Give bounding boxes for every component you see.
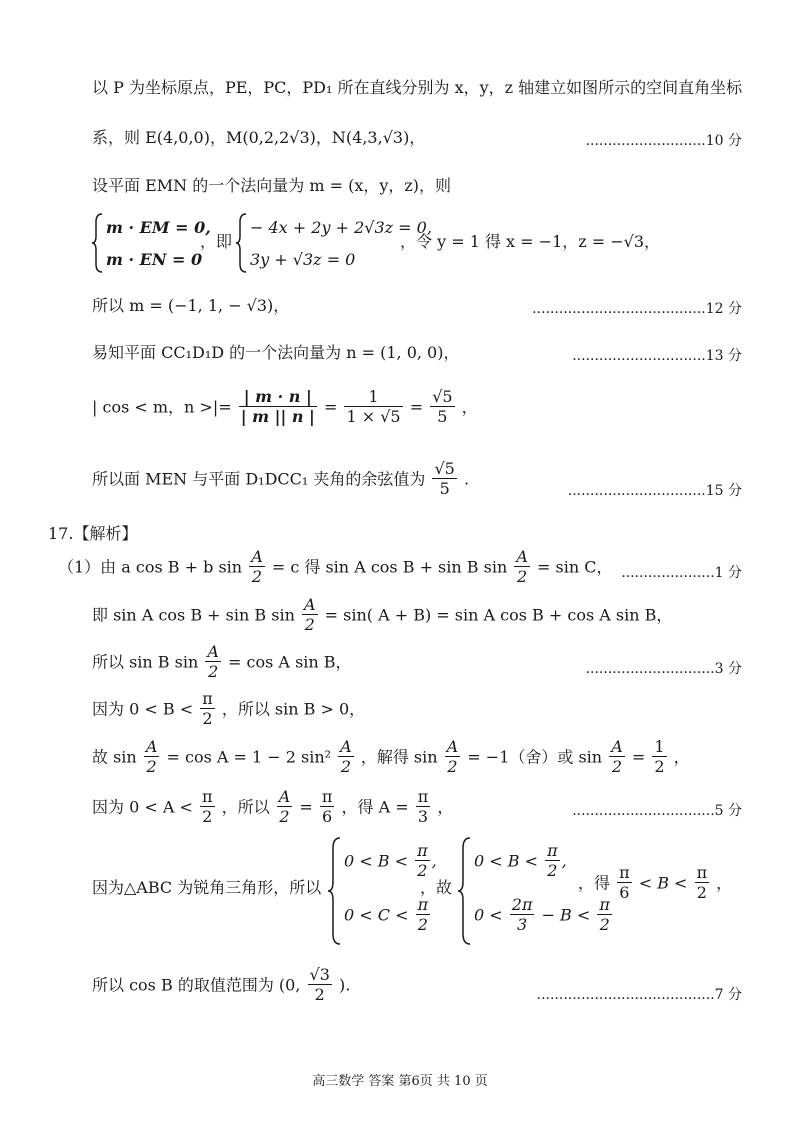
cos-equation: | cos < m，n >|= $\frac{| m \cdot n |}{| m || n |}$ = $\frac{1}{1 \times √5}$ = $\frac{√5}{5}$ ， (92, 387, 478, 426)
system2-eq2: 3y + √3z = 0 (250, 250, 356, 269)
acute-system-2: 0 < B < $\frac{\pi}{2}$ , 0 < $\frac{2\pi}{3}$ − B < $\frac{\pi}{2}$ (458, 836, 588, 946)
system-connector: ，即 (200, 232, 233, 251)
brace-icon (328, 836, 342, 946)
text-line-6: 易知平面 CC₁D₁D 的一个法向量为 n = (1, 0, 0)， (92, 343, 460, 362)
brace-icon (236, 212, 248, 274)
text-line-1: 以 P 为坐标原点，PE，PC，PD₁ 所在直线分别为 x，y，z 轴建立如图所示的空间直角坐标 (92, 78, 743, 97)
brace-icon (458, 836, 472, 946)
fraction-root5-5: $\frac{√5}{5}$ (432, 387, 453, 426)
system2-eq1: − 4x + 2y + 2√3z = 0, (250, 218, 432, 237)
q17-step-7-result: ，得 $\frac{\pi}{6}$ < B < $\frac{\pi}{2}$ ， (578, 863, 733, 902)
brace-icon (92, 212, 104, 274)
q17-step-3: 所以 sin B sin $\frac{A}{2}$ = cos A sin B， (92, 642, 352, 681)
q17-step-8: 所以 cos B 的取值范围为 (0, $\frac{√3}{2}$ ). (92, 965, 351, 1004)
acute-connector: ，故 (420, 878, 453, 897)
page-footer: 高三数学 答案 第6页 共 10 页 (312, 1074, 488, 1089)
equation-system-2 (236, 212, 432, 274)
q17-step-6: 因为 0 < A < $\frac{\pi}{2}$ ，所以 $\frac{A}{2}$ = $\frac{\pi}{6}$ ，得 A = $\frac{\pi}{3}$ ， (92, 787, 454, 826)
q17-step-2: 即 sin A cos B + sin B sin $\frac{A}{2}$ = sin( A + B) = sin A cos B + cos A sin B， (92, 595, 673, 634)
fraction-answer: $\frac{√5}{5}$ (434, 459, 455, 498)
score-1: .....................1 分 (621, 565, 742, 581)
system1-eq2: m · EN = 0 (106, 250, 203, 269)
equation-system-1 (92, 212, 211, 274)
q17-step-1: （1）由 a cos B + b sin $\frac{A}{2}$ = c 得 sin A cos B + sin B sin $\frac{A}{2}$ = sin C， (58, 547, 613, 586)
fraction-mn: $\frac{| m \cdot n |}{| m || n |}$ (240, 387, 315, 426)
system1-eq1: m · EM = 0, (106, 218, 211, 237)
text-line-3: 设平面 EMN 的一个法向量为 m = (x，y，z)，则 (92, 176, 452, 195)
score-15: ...............................15 分 (567, 483, 742, 499)
q17-step-5: 故 sin $\frac{A}{2}$ = cos A = 1 − 2 sin² $\frac{A}{2}$ ，解得 sin $\frac{A}{2}$ = −1（舍）或 sin $\frac{A}{2}$ = $\frac{1}{2}$ ， (92, 737, 690, 776)
score-12: .......................................12 分 (532, 301, 742, 317)
score-3: .............................3 分 (585, 661, 742, 677)
acute-system-1: 0 < B < $\frac{\pi}{2}$ , 0 < C < $\frac{\pi}{2}$ (328, 836, 428, 946)
score-10: ...........................10 分 (585, 133, 742, 149)
text-line-8: 所以面 MEN 与平面 D₁DCC₁ 夹角的余弦值为 $\frac{√5}{5}$ . (92, 459, 470, 498)
score-5: ................................5 分 (572, 803, 742, 819)
system-tail: ，令 y = 1 得 x = −1，z = −√3， (400, 232, 661, 251)
text-line-5: 所以 m = (−1, 1, − √3)， (92, 296, 290, 315)
score-13: ..............................13 分 (572, 348, 742, 364)
q17-step-7-text: 因为△ABC 为锐角三角形，所以 (92, 878, 322, 897)
text-line-2: 系，则 E(4,0,0)，M(0,2,2√3)，N(4,3,√3)， (92, 128, 426, 147)
question-17-header: 17.【解析】 (48, 524, 138, 543)
score-7: ........................................7 分 (536, 987, 742, 1003)
fraction-1-root5: $\frac{1}{1 \times √5}$ (346, 387, 401, 426)
q17-step-4: 因为 0 < B < $\frac{\pi}{2}$ ，所以 sin B > 0， (92, 689, 366, 728)
